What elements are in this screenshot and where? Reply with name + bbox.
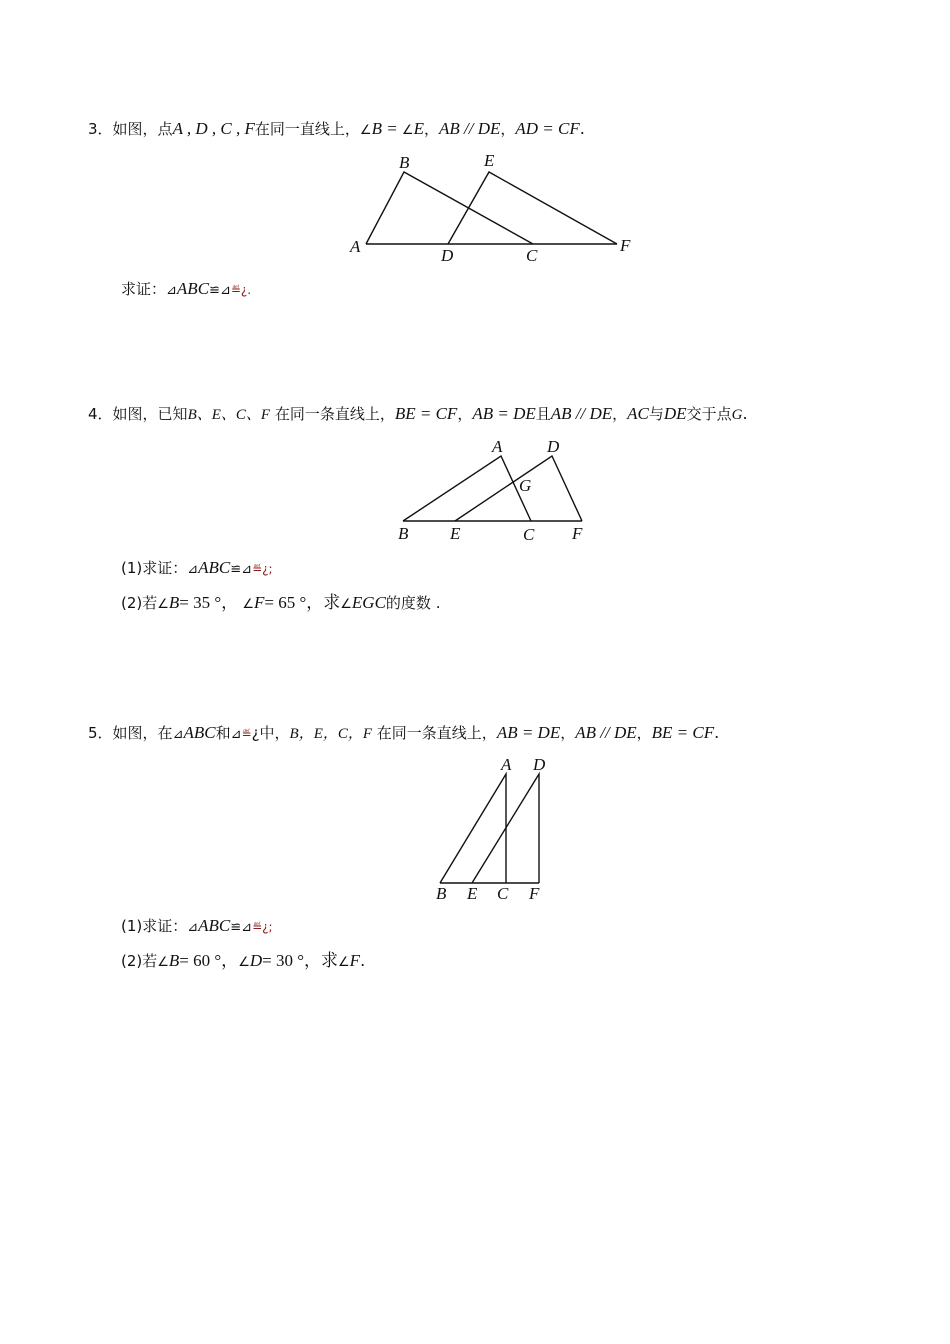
angle-name: F [349, 951, 361, 970]
stem-text: 如图，已知 [112, 405, 188, 423]
label-b: B [399, 153, 410, 172]
label-g: G [519, 476, 532, 495]
angle-icon: ∠ [401, 123, 414, 138]
angle-value: = 35 °， [179, 593, 239, 612]
question-label: (2)若 [121, 594, 158, 612]
triangle-icon: ⊿ [166, 283, 177, 298]
angle-name: EGC [351, 593, 386, 612]
problem-number: 5． [88, 724, 113, 742]
question-label: (1)求证： [121, 917, 188, 935]
stem-text: 且 [535, 405, 551, 423]
congruent-icon: ≌ [230, 562, 242, 577]
prove-label: 求证： [121, 280, 167, 298]
label-b: B [436, 884, 447, 903]
angle-name: B [168, 951, 180, 970]
problem-5-q2 [121, 951, 365, 973]
garbled-symbol: ≝ [252, 562, 263, 576]
punctuation: . [579, 119, 585, 138]
triangle-name: ABC [183, 723, 216, 742]
angle-value: = 30 °，求 [262, 951, 339, 970]
triangle-icon: ⊿ [187, 562, 199, 577]
label-a: A [501, 755, 512, 774]
garbled-symbol: ¿. [240, 283, 252, 297]
punctuation: ， [612, 405, 628, 423]
equal-expr: BE = CF [651, 723, 715, 742]
label-c: C [497, 884, 509, 903]
points-list: A , D , C , F [172, 119, 255, 138]
triangle-name: ABC [198, 916, 231, 935]
label-f: F [572, 524, 583, 543]
angle-icon: ∠ [340, 597, 352, 612]
angle-expr: E [413, 119, 424, 138]
punctuation: . [714, 723, 720, 742]
label-c: C [526, 246, 538, 265]
stem-text: 如图，在 [112, 724, 173, 742]
angle-name: F [253, 593, 265, 612]
triangle-icon: ⊿ [241, 562, 253, 577]
punctuation: . [360, 951, 366, 970]
segment-name: DE [663, 404, 687, 423]
stem-text: 和 [215, 724, 231, 742]
label-e: E [484, 151, 495, 170]
label-d: D [547, 437, 560, 456]
equal-expr: AB = DE [496, 723, 561, 742]
equal-expr: BE = CF [394, 404, 458, 423]
question-label: (1)求证： [121, 559, 188, 577]
parallel-expr: AB // DE [575, 723, 637, 742]
angle-icon: ∠ [157, 597, 169, 612]
parallel-expr: AB // DE [550, 404, 613, 423]
stem-text: 在同一条直线上， [372, 724, 497, 742]
triangle-name: ABC [176, 279, 210, 298]
label-f: F [620, 236, 631, 255]
triangle-icon: ⊿ [172, 727, 184, 742]
garbled-symbol: ¿; [262, 920, 273, 934]
punctuation: ， [457, 405, 473, 423]
angle-value: = 60 °， [179, 951, 239, 970]
garbled-symbol: ≝ [252, 920, 263, 934]
punctuation: ， [560, 724, 576, 742]
angle-icon: ∠ [157, 955, 169, 970]
punctuation: . [742, 404, 748, 423]
triangle-icon: ⊿ [187, 920, 199, 935]
label-c: C [523, 525, 535, 544]
punctuation: ， [500, 120, 516, 138]
angle-expr: B = [371, 119, 402, 138]
points-list: B、E、C、F [187, 407, 271, 423]
angle-value: = 65 °，求 [264, 593, 341, 612]
angle-icon: ∠ [238, 955, 250, 970]
stem-text: 如图，点 [112, 120, 173, 138]
congruent-icon: ≌ [230, 920, 242, 935]
segment-name: AC [627, 404, 649, 423]
label-e: E [450, 524, 461, 543]
triangle-name: ABC [198, 558, 231, 577]
punctuation: ， [636, 724, 652, 742]
angle-name: B [168, 593, 180, 612]
triangle-icon: ⊿ [241, 920, 253, 935]
label-e: E [467, 884, 478, 903]
problem-number: 4． [88, 405, 113, 423]
triangle-abc [440, 774, 506, 883]
angle-icon: ∠ [338, 955, 350, 970]
stem-text: 在同一直线上， [254, 120, 360, 138]
triangle-icon: ⊿ [219, 283, 231, 298]
problem-number: 3． [88, 120, 113, 138]
stem-text: 的度数 . [385, 594, 441, 612]
label-b: B [398, 524, 409, 543]
label-f: F [529, 884, 540, 903]
parallel-expr: AB // DE [438, 119, 501, 138]
equal-expr: AD = CF [515, 119, 580, 138]
punctuation: ， [423, 120, 439, 138]
point-name: G [731, 407, 743, 423]
garbled-symbol: ≝ [241, 727, 252, 741]
garbled-symbol: ≝ [230, 283, 241, 297]
label-a: A [350, 237, 361, 256]
angle-icon: ∠ [238, 597, 254, 612]
angle-name: D [249, 951, 263, 970]
equal-expr: AB = DE [472, 404, 536, 423]
stem-text: ¿中， [251, 724, 290, 742]
garbled-symbol: ¿; [262, 562, 273, 576]
congruent-icon: ≌ [209, 283, 220, 298]
points-list: B，E，C，F [289, 726, 373, 742]
label-d: D [533, 755, 546, 774]
problem-5-q1 [121, 916, 273, 938]
label-a: A [492, 437, 503, 456]
stem-text: 交于点 [686, 405, 732, 423]
angle-icon: ∠ [359, 123, 372, 138]
label-d: D [441, 246, 454, 265]
stem-text: 与 [648, 405, 664, 423]
question-label: (2)若 [121, 952, 158, 970]
stem-text: 在同一条直线上， [270, 405, 395, 423]
triangle-icon: ⊿ [230, 727, 242, 742]
